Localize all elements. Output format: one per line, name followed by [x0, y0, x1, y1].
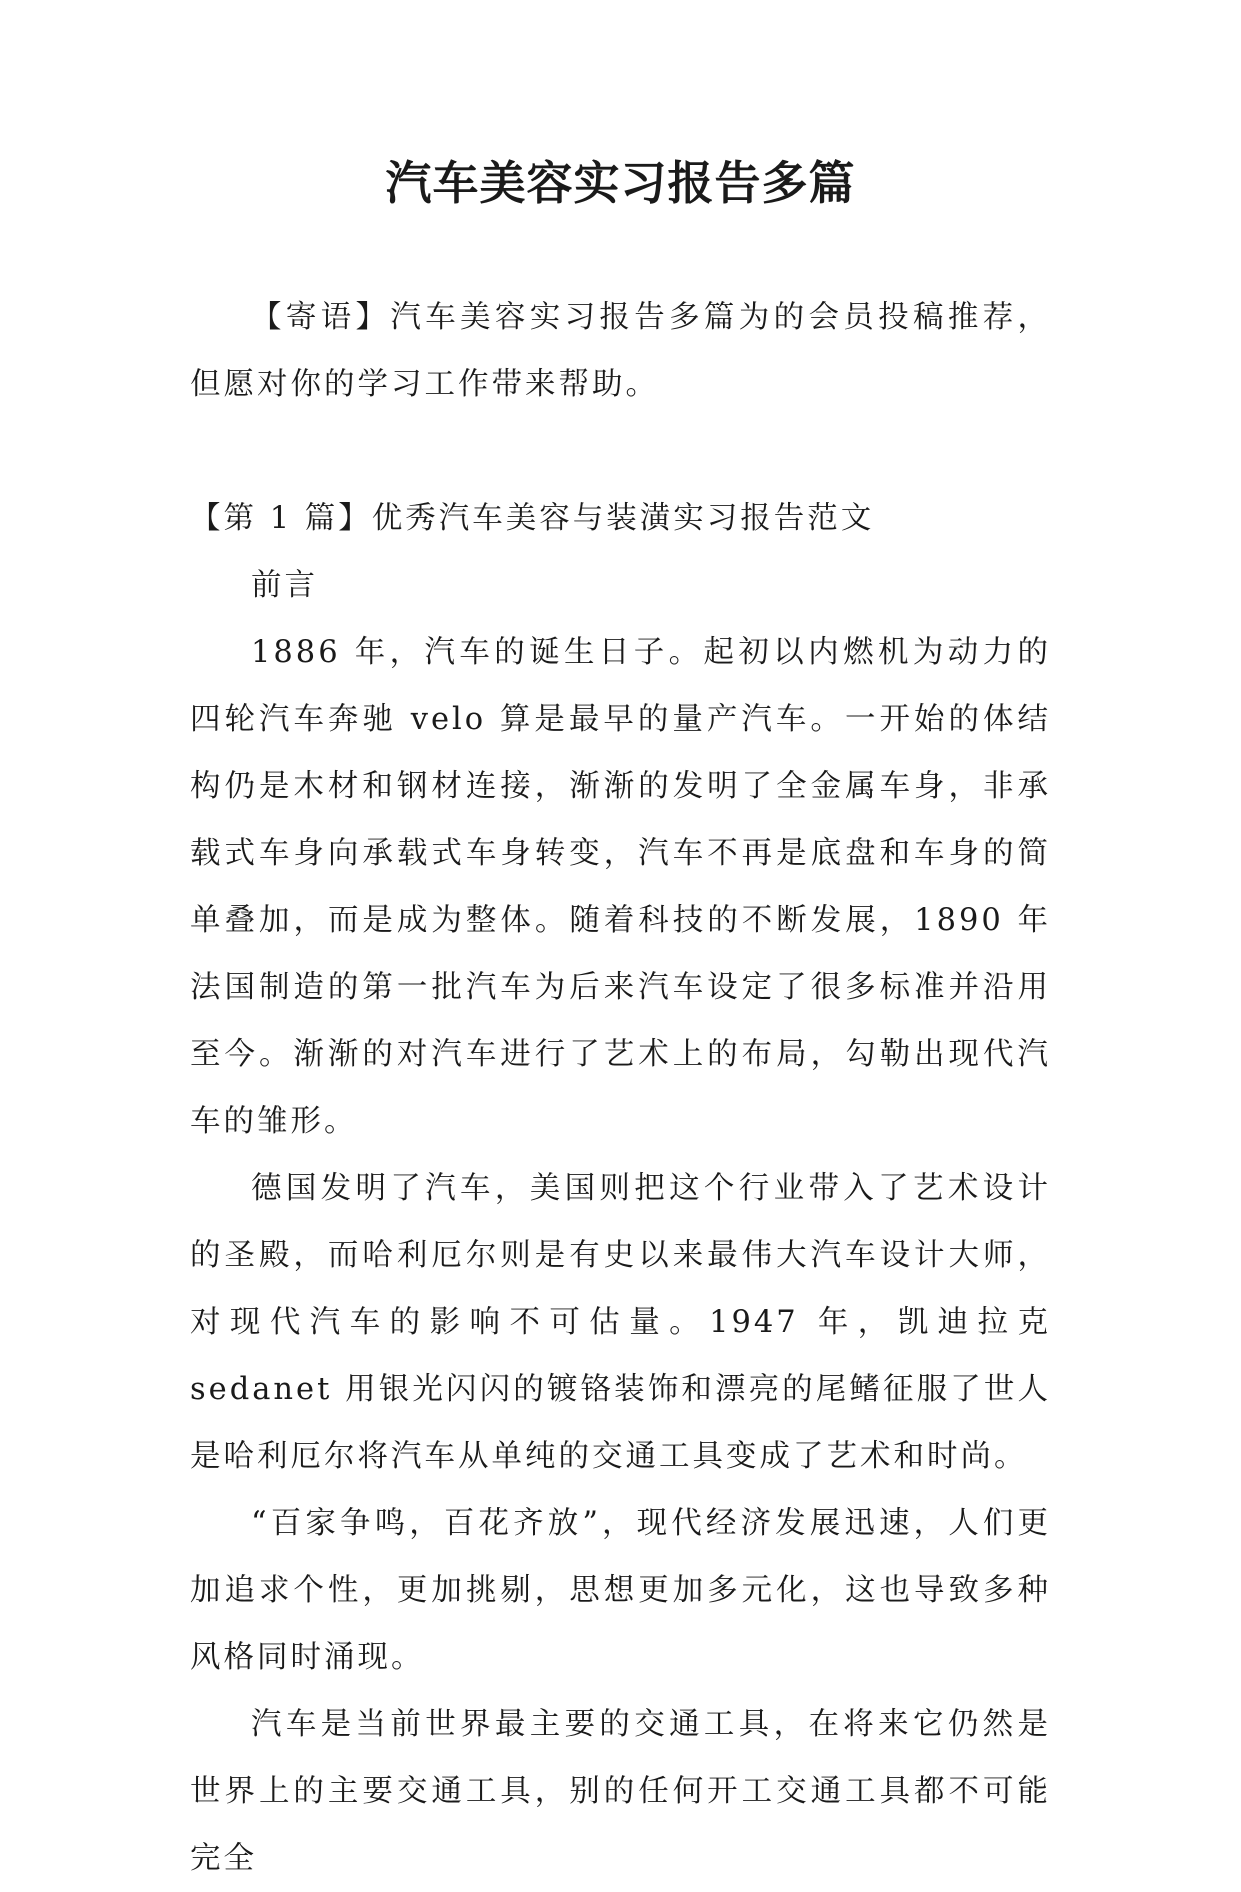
- document-body: [190, 284, 1051, 1892]
- body-paragraph: “百家争鸣，百花齐放”，现代经济发展迅速，人们更加追求个性，更加挑剔，思想更加多元化，这也导致多种风格同时涌现。: [190, 1506, 1051, 1675]
- section-heading: 【第 1 篇】优秀汽车美容与装潢实习报告范文: [190, 501, 875, 536]
- body-paragraph: 1886 年，汽车的诞生日子。起初以内燃机为动力的四轮汽车奔驰 velo 算是最早的量产汽车。一开始的体结构仍是木材和钢材连接，渐渐的发明了全金属车身，非承载式车身向承载式车身转变，汽车不再是底盘和车身的简单叠加，而是成为整体。随着科技的不断发展，1890 年法国制造的第一批汽车为后来汽车设定了很多标准并沿用至今。渐渐的对汽车进行了艺术上的布局，勾勒出现代汽车的雏形。: [190, 635, 1051, 1139]
- document-title: 汽车美容实习报告多篇: [385, 156, 856, 210]
- preface-label: 前言: [251, 568, 318, 603]
- foreword-paragraph: 【寄语】汽车美容实习报告多篇为的会员投稿推荐，但愿对你的学习工作带来帮助。: [190, 300, 1051, 402]
- body-paragraph: 汽车是当前世界最主要的交通工具，在将来它仍然是世界上的主要交通工具，别的任何开工交通工具都不可能完全: [190, 1707, 1051, 1876]
- body-paragraph: 德国发明了汽车，美国则把这个行业带入了艺术设计的圣殿，而哈利厄尔则是有史以来最伟大汽车设计大师，对现代汽车的影响不可估量。1947 年，凯迪拉克 sedanet 用银光闪闪的镀铬装饰和漂亮的尾鳍征服了世人是哈利厄尔将汽车从单纯的交通工具变成了艺术和时尚。: [190, 1171, 1051, 1474]
- spacer: [190, 418, 1051, 485]
